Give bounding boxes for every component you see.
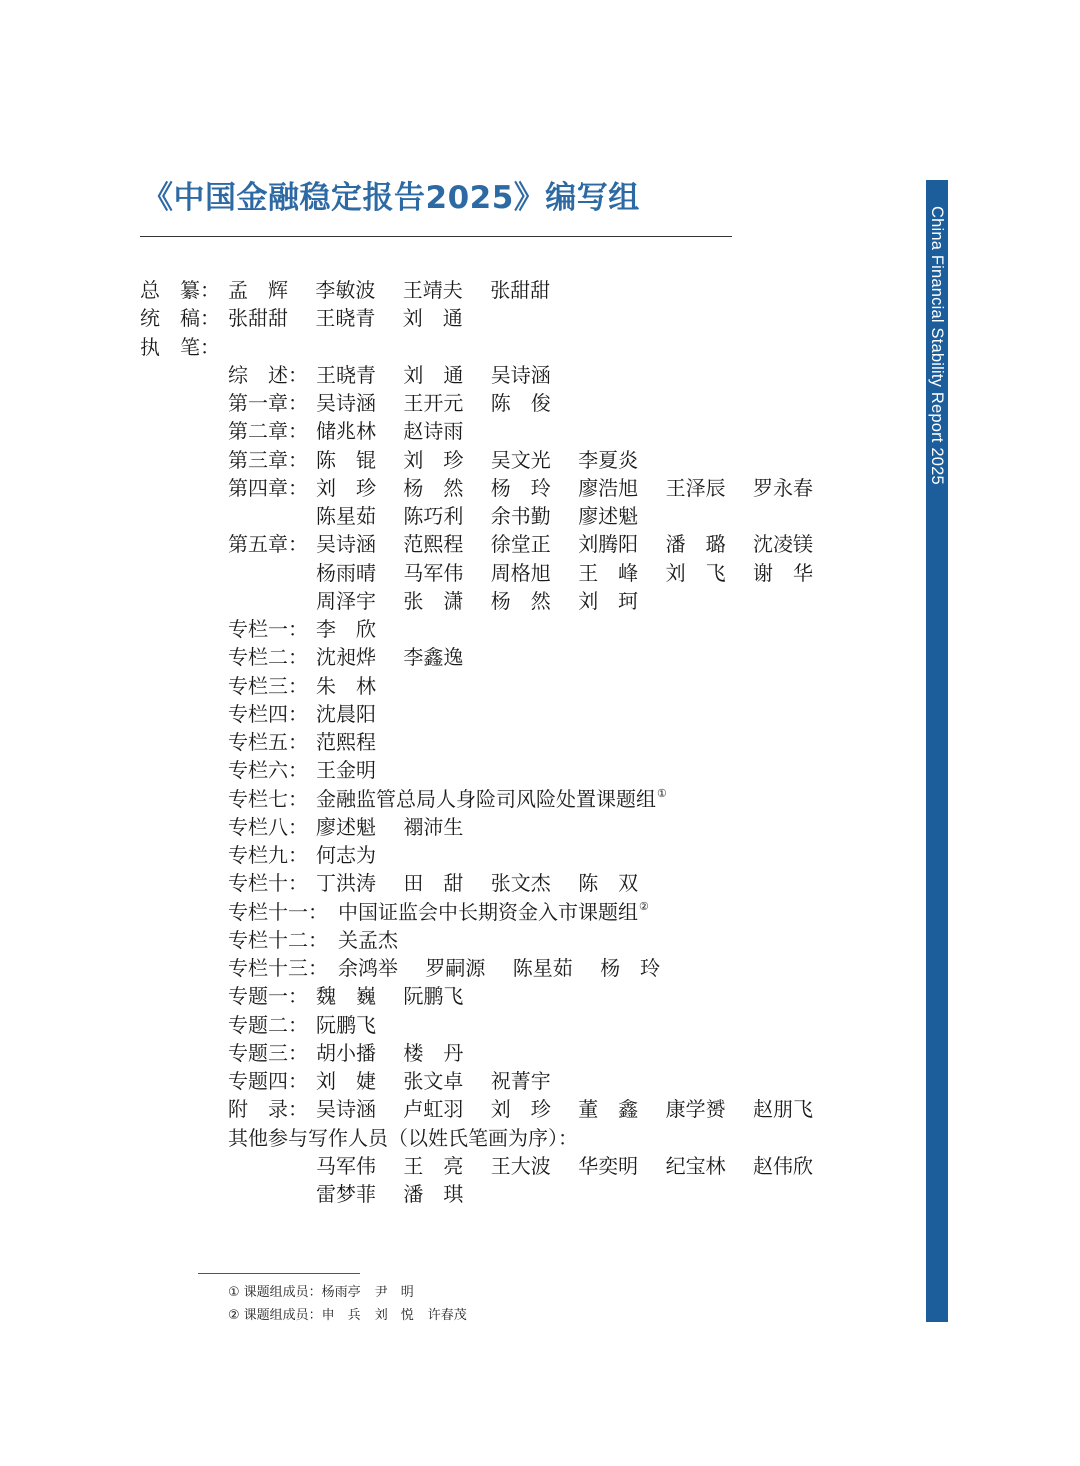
person-name: 马军伟 [403, 560, 464, 585]
person-name: 纪宝林 [665, 1153, 726, 1178]
credit-role-label: 专栏八： [228, 814, 308, 839]
credit-role-label: 第五章： [228, 532, 308, 557]
person-name: 陈巧利 [403, 504, 464, 528]
person-name: 王大波 [490, 1153, 551, 1178]
person-name: 潘 璐 [665, 532, 726, 557]
person-name: 罗永春 [753, 475, 813, 500]
person-name: 卢虹羽 [403, 1097, 464, 1122]
credit-role-label: 其他参与写作人员（以姓氏笔画为序）： [228, 1125, 578, 1150]
person-name: 赵朋飞 [753, 1097, 813, 1122]
person-name: 吴诗涵 [316, 391, 376, 415]
person-name: 周泽宇 [316, 588, 376, 613]
person-name: 陈 锟 [316, 447, 376, 472]
credit-role-label: 专题二： [228, 1012, 308, 1037]
person-name: 沈昶烨 [316, 645, 376, 670]
person-name: 余鸿举 [338, 956, 398, 980]
person-name: 张甜甜 [490, 278, 551, 302]
person-name: 何志为 [316, 843, 376, 867]
person-name: 阮鹏飞 [316, 1012, 376, 1037]
person-name: 杨雨晴 [316, 560, 376, 585]
person-name: 刘腾阳 [578, 532, 639, 557]
footnote-mark: ① [228, 1285, 240, 1300]
credit-role-label: 专栏九： [228, 843, 308, 867]
footnote-person-name: 申 兵 [321, 1308, 361, 1323]
person-name: 张文卓 [403, 1069, 464, 1093]
person-name: 华奕明 [578, 1153, 639, 1178]
footnote-item [228, 1284, 428, 1302]
footnote-person-name: 杨雨亭 [321, 1285, 361, 1300]
person-name: 王开元 [403, 391, 464, 415]
person-name: 王 亮 [403, 1153, 464, 1178]
person-name: 王晓青 [315, 306, 376, 331]
person-name: 楼 丹 [403, 1040, 464, 1065]
credit-role-label: 专栏十： [228, 871, 308, 896]
person-name: 吴诗涵 [316, 1097, 376, 1122]
credit-role-label: 专栏六： [228, 758, 308, 783]
credit-role-label: 专栏五： [228, 730, 308, 754]
credit-role-label: 统 稿： [140, 306, 220, 331]
person-name: 陈 双 [578, 871, 639, 896]
footnote-item [228, 1307, 481, 1325]
person-name: 魏 巍 [316, 984, 376, 1009]
person-name: 吴诗涵 [490, 362, 551, 387]
footnote-label: 课题组成员： [243, 1308, 322, 1323]
person-name: 李夏炎 [578, 447, 639, 472]
person-name: 赵伟欣 [753, 1153, 813, 1178]
credit-role-label: 第一章： [228, 391, 308, 415]
person-name: 沈晨阳 [316, 701, 376, 726]
person-name: 刘 珍 [490, 1097, 551, 1122]
credit-role-label: 总 纂： [140, 278, 220, 302]
person-name: 王晓青 [316, 362, 376, 387]
person-name: 杨 然 [403, 475, 464, 500]
person-name: 李敏波 [315, 278, 376, 302]
person-name: 余书勤 [490, 504, 551, 528]
person-name: 刘 珂 [578, 588, 639, 613]
person-name: 沈凌镁 [753, 532, 813, 557]
person-name: 杨 玲 [490, 475, 551, 500]
credit-role-label: 专栏十三： [228, 956, 328, 980]
person-name: 丁洪涛 [316, 871, 376, 896]
person-name: 胡小播 [316, 1040, 376, 1065]
credit-role-label: 第三章： [228, 447, 308, 472]
person-name: 杨 然 [490, 588, 551, 613]
person-name: 王 峰 [578, 560, 639, 585]
person-name: 金融监管总局人身险司风险处置课题组① [316, 786, 667, 811]
credit-role-label: 专栏七： [228, 786, 308, 811]
person-name: 杨 玲 [600, 956, 661, 980]
person-name: 中国证监会中长期资金入市课题组② [338, 899, 649, 924]
person-name: 马军伟 [316, 1153, 376, 1178]
page-title: 《中国金融稳定报告2025》编写组 [142, 180, 640, 216]
person-name: 康学赟 [665, 1097, 726, 1122]
person-name: 廖述魁 [578, 504, 639, 528]
footnote-person-name: 许春茂 [427, 1308, 467, 1323]
footnote-ref: ① [657, 786, 667, 800]
person-name: 廖浩旭 [578, 475, 639, 500]
credit-role-label: 第四章： [228, 475, 308, 500]
credit-role-label: 第二章： [228, 419, 308, 444]
credit-role-label: 专栏十一： [228, 899, 328, 924]
person-name: 阮鹏飞 [403, 984, 464, 1009]
person-name: 刘 婕 [316, 1069, 376, 1093]
person-name: 关孟杰 [338, 927, 398, 952]
person-name: 吴诗涵 [316, 532, 376, 557]
credit-role-label: 专栏十二： [228, 927, 328, 952]
person-name: 张文杰 [490, 871, 551, 896]
person-name: 潘 琪 [403, 1182, 464, 1206]
person-name: 张 潇 [403, 588, 464, 613]
person-name: 田 甜 [403, 871, 464, 896]
person-name: 陈星茹 [316, 504, 376, 528]
person-name: 董 鑫 [578, 1097, 639, 1122]
person-name: 陈星茹 [512, 956, 573, 980]
person-name: 李 欣 [316, 617, 376, 641]
footnote-ref: ② [639, 899, 649, 913]
credit-role-label: 专栏四： [228, 701, 308, 726]
side-banner-label: China Financial Stability Report 2025 [928, 206, 946, 485]
person-name: 范熙程 [403, 532, 464, 557]
person-name: 刘 飞 [665, 560, 726, 585]
person-name: 刘 通 [403, 362, 464, 387]
person-name: 王金明 [316, 758, 376, 783]
footnote-mark: ② [228, 1308, 240, 1323]
credit-role-label: 附 录： [228, 1097, 308, 1122]
person-name: 张甜甜 [228, 306, 288, 331]
person-name: 朱 林 [316, 673, 376, 698]
person-name: 范熙程 [316, 730, 376, 754]
person-name: 禤沛生 [403, 814, 464, 839]
person-name: 雷梦菲 [316, 1182, 376, 1206]
person-name: 储兆林 [316, 419, 376, 444]
person-name: 孟 辉 [228, 278, 288, 302]
title-divider [140, 236, 732, 237]
person-name: 李鑫逸 [403, 645, 464, 670]
footnote-label: 课题组成员： [243, 1285, 322, 1300]
person-name: 刘 珍 [403, 447, 464, 472]
person-name: 王靖夫 [402, 278, 463, 302]
credit-role-label: 专题三： [228, 1040, 308, 1065]
person-name: 徐堂正 [490, 532, 551, 557]
credit-role-label: 专栏一： [228, 617, 308, 641]
footnote-person-name: 尹 明 [374, 1285, 414, 1300]
person-name: 王泽辰 [665, 475, 726, 500]
person-name: 罗嗣源 [425, 956, 486, 980]
footnote-person-name: 刘 悦 [374, 1308, 414, 1323]
credit-role-label: 执 笔： [140, 334, 220, 359]
person-name: 周格旭 [490, 560, 551, 585]
credit-role-label: 专题四： [228, 1069, 308, 1093]
person-name: 赵诗雨 [403, 419, 464, 444]
credit-role-label: 专题一： [228, 984, 308, 1009]
footnote-divider [198, 1273, 360, 1274]
credit-role-label: 专栏二： [228, 645, 308, 670]
credit-role-label: 综 述： [228, 362, 308, 387]
person-name: 祝菁宇 [490, 1069, 551, 1093]
person-name: 陈 俊 [490, 391, 551, 415]
person-name: 吴文光 [490, 447, 551, 472]
person-name: 谢 华 [753, 560, 813, 585]
person-name: 刘 珍 [316, 475, 376, 500]
person-name: 刘 通 [402, 306, 463, 331]
person-name: 廖述魁 [316, 814, 376, 839]
credit-role-label: 专栏三： [228, 673, 308, 698]
